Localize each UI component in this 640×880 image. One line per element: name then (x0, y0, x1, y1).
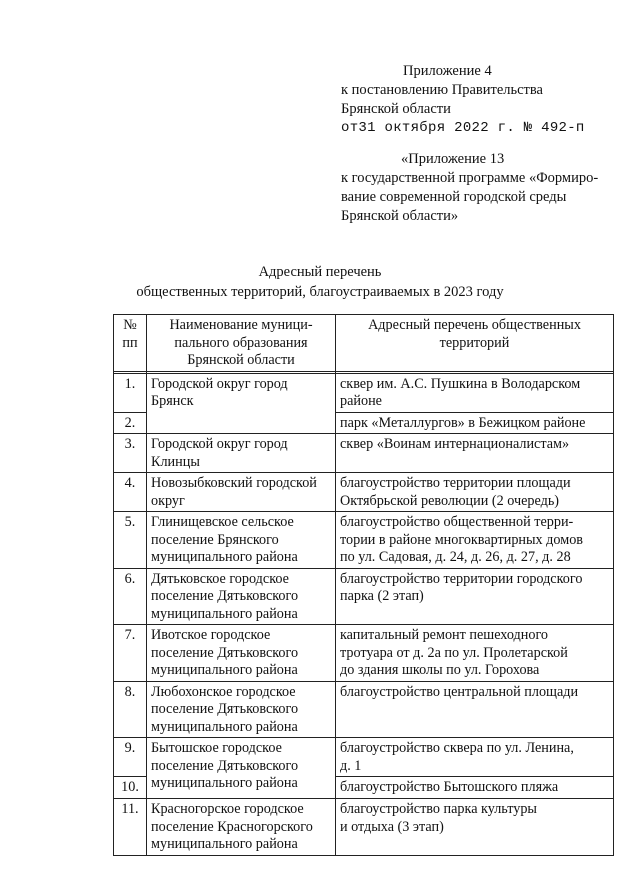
column-header-address (336, 315, 614, 372)
address-line: сквер «Воинам интернационалистам» (340, 436, 570, 452)
address-line: парка (2 этап) (340, 588, 424, 604)
header-line: Брянской области (187, 352, 295, 368)
header-line: территорий (439, 334, 510, 351)
municipality-line: поселение Дятьковского (151, 701, 299, 717)
row-number: 10. (114, 777, 147, 799)
municipality-cell (147, 473, 336, 512)
document-title (0, 262, 640, 302)
municipality-line: Любохонское городское (151, 683, 296, 700)
municipality-line: Городской округ город (151, 436, 288, 452)
municipality-cell (147, 625, 336, 682)
municipality-line: Брянск (151, 393, 194, 409)
column-header-municipality (147, 315, 336, 372)
header-line: Адресный перечень общественных (368, 317, 581, 333)
address-line: благоустройство территории площади (340, 475, 571, 491)
municipality-line: Красногорское городское (151, 801, 304, 817)
address-line: тории в районе многоквартирных домов (340, 531, 583, 548)
municipality-line: Городской округ город (151, 375, 288, 392)
address-line: районе (340, 393, 382, 409)
address-line: тротуара от д. 2а по ул. Пролетарской (340, 644, 568, 661)
address-line: Октябрьской революции (2 очередь) (340, 492, 560, 509)
row-number: 8. (114, 681, 147, 738)
address-line: благоустройство общественной терри- (340, 514, 574, 530)
municipality-line: муниципального района (151, 718, 298, 735)
municipality-line: поселение Дятьковского (151, 644, 299, 661)
appendix-line: Брянской области» (341, 208, 459, 224)
address-line: по ул. Садовая, д. 24, д. 26, д. 27, д. 28 (340, 549, 571, 565)
row-number: 2. (114, 412, 147, 434)
table-row (114, 473, 614, 512)
row-number: 6. (114, 568, 147, 625)
municipality-line: Дятьковское городское (151, 570, 289, 587)
address-cell (336, 799, 614, 856)
row-number: 5. (114, 512, 147, 569)
row-number: 1. (114, 373, 147, 412)
municipality-line: Клинцы (151, 453, 200, 470)
municipality-cell (147, 373, 336, 434)
appendix-line: Брянской области (341, 101, 451, 117)
municipality-line: поселение Красногорского (151, 818, 313, 835)
municipality-line: муниципального района (151, 836, 298, 852)
municipality-line: Новозыбковский городской (151, 475, 317, 491)
municipality-line: муниципального района (151, 662, 298, 678)
address-line: благоустройство территории городского (340, 570, 583, 587)
row-number: 11. (114, 799, 147, 856)
row-number: 3. (114, 434, 147, 473)
address-cell (336, 512, 614, 569)
address-cell (336, 568, 614, 625)
municipality-line: округ (151, 492, 185, 509)
decree-date-number: от31 октября 2022 г. № 492-п (341, 120, 585, 136)
row-number: 9. (114, 738, 147, 777)
address-line: и отдыха (3 этап) (340, 818, 444, 835)
appendix-line: к государственной программе «Формиро- (341, 170, 599, 186)
address-cell (336, 373, 614, 412)
table-row (114, 512, 614, 569)
address-line: капитальный ремонт пешеходного (340, 627, 549, 643)
address-cell (336, 777, 614, 799)
address-line: благоустройство центральной площади (340, 683, 579, 700)
title-line: общественных территорий, благоустраиваемых в 2023 году (136, 284, 504, 300)
address-line: д. 1 (340, 757, 362, 774)
table-row (114, 681, 614, 738)
row-number: 4. (114, 473, 147, 512)
address-cell (336, 625, 614, 682)
municipality-line: муниципального района (151, 775, 298, 791)
header-line: пального образования (174, 334, 308, 351)
table-row (114, 625, 614, 682)
municipality-line: муниципального района (151, 549, 298, 565)
address-cell (336, 473, 614, 512)
municipality-line: поселение Брянского (151, 531, 279, 548)
column-header-number (114, 315, 147, 372)
header-line: пп (122, 334, 138, 351)
table-row (114, 738, 614, 777)
municipality-cell (147, 738, 336, 799)
address-cell (336, 434, 614, 473)
address-line: благоустройство Бытошского пляжа (340, 779, 559, 795)
row-number: 7. (114, 625, 147, 682)
appendix-4-header (341, 62, 585, 138)
appendix-line: вание современной городской среды (341, 189, 567, 205)
appendix-line: Приложение 4 (403, 63, 492, 79)
table-row (114, 373, 614, 412)
municipality-cell (147, 568, 336, 625)
address-list-table (113, 314, 614, 856)
municipality-line: Ивотское городское (151, 627, 271, 643)
address-line: благоустройство парка культуры (340, 801, 537, 817)
municipality-line: поселение Дятьковского (151, 757, 299, 774)
table-header-row (114, 315, 614, 372)
municipality-cell (147, 799, 336, 856)
municipality-line: Глинищевское сельское (151, 514, 294, 530)
address-line: сквер им. А.С. Пушкина в Володарском (340, 375, 581, 392)
table-row (114, 434, 614, 473)
header-line: Наименование муници- (169, 317, 313, 333)
header-line: № (123, 317, 137, 333)
address-cell (336, 412, 614, 434)
municipality-line: поселение Дятьковского (151, 588, 299, 604)
title-line: Адресный перечень (258, 264, 382, 280)
table-row (114, 568, 614, 625)
table-body (114, 373, 614, 855)
address-cell (336, 738, 614, 777)
appendix-13-header (341, 150, 598, 226)
municipality-line: муниципального района (151, 605, 298, 622)
address-line: парк «Металлургов» в Бежицком районе (340, 414, 586, 431)
appendix-line: к постановлению Правительства (341, 82, 543, 98)
table-row (114, 799, 614, 856)
address-line: до здания школы по ул. Горохова (340, 662, 540, 678)
municipality-cell (147, 681, 336, 738)
address-cell (336, 681, 614, 738)
appendix-line: «Приложение 13 (401, 151, 505, 167)
municipality-cell (147, 512, 336, 569)
address-line: благоустройство сквера по ул. Ленина, (340, 740, 574, 756)
municipality-line: Бытошское городское (151, 740, 282, 756)
municipality-cell (147, 434, 336, 473)
